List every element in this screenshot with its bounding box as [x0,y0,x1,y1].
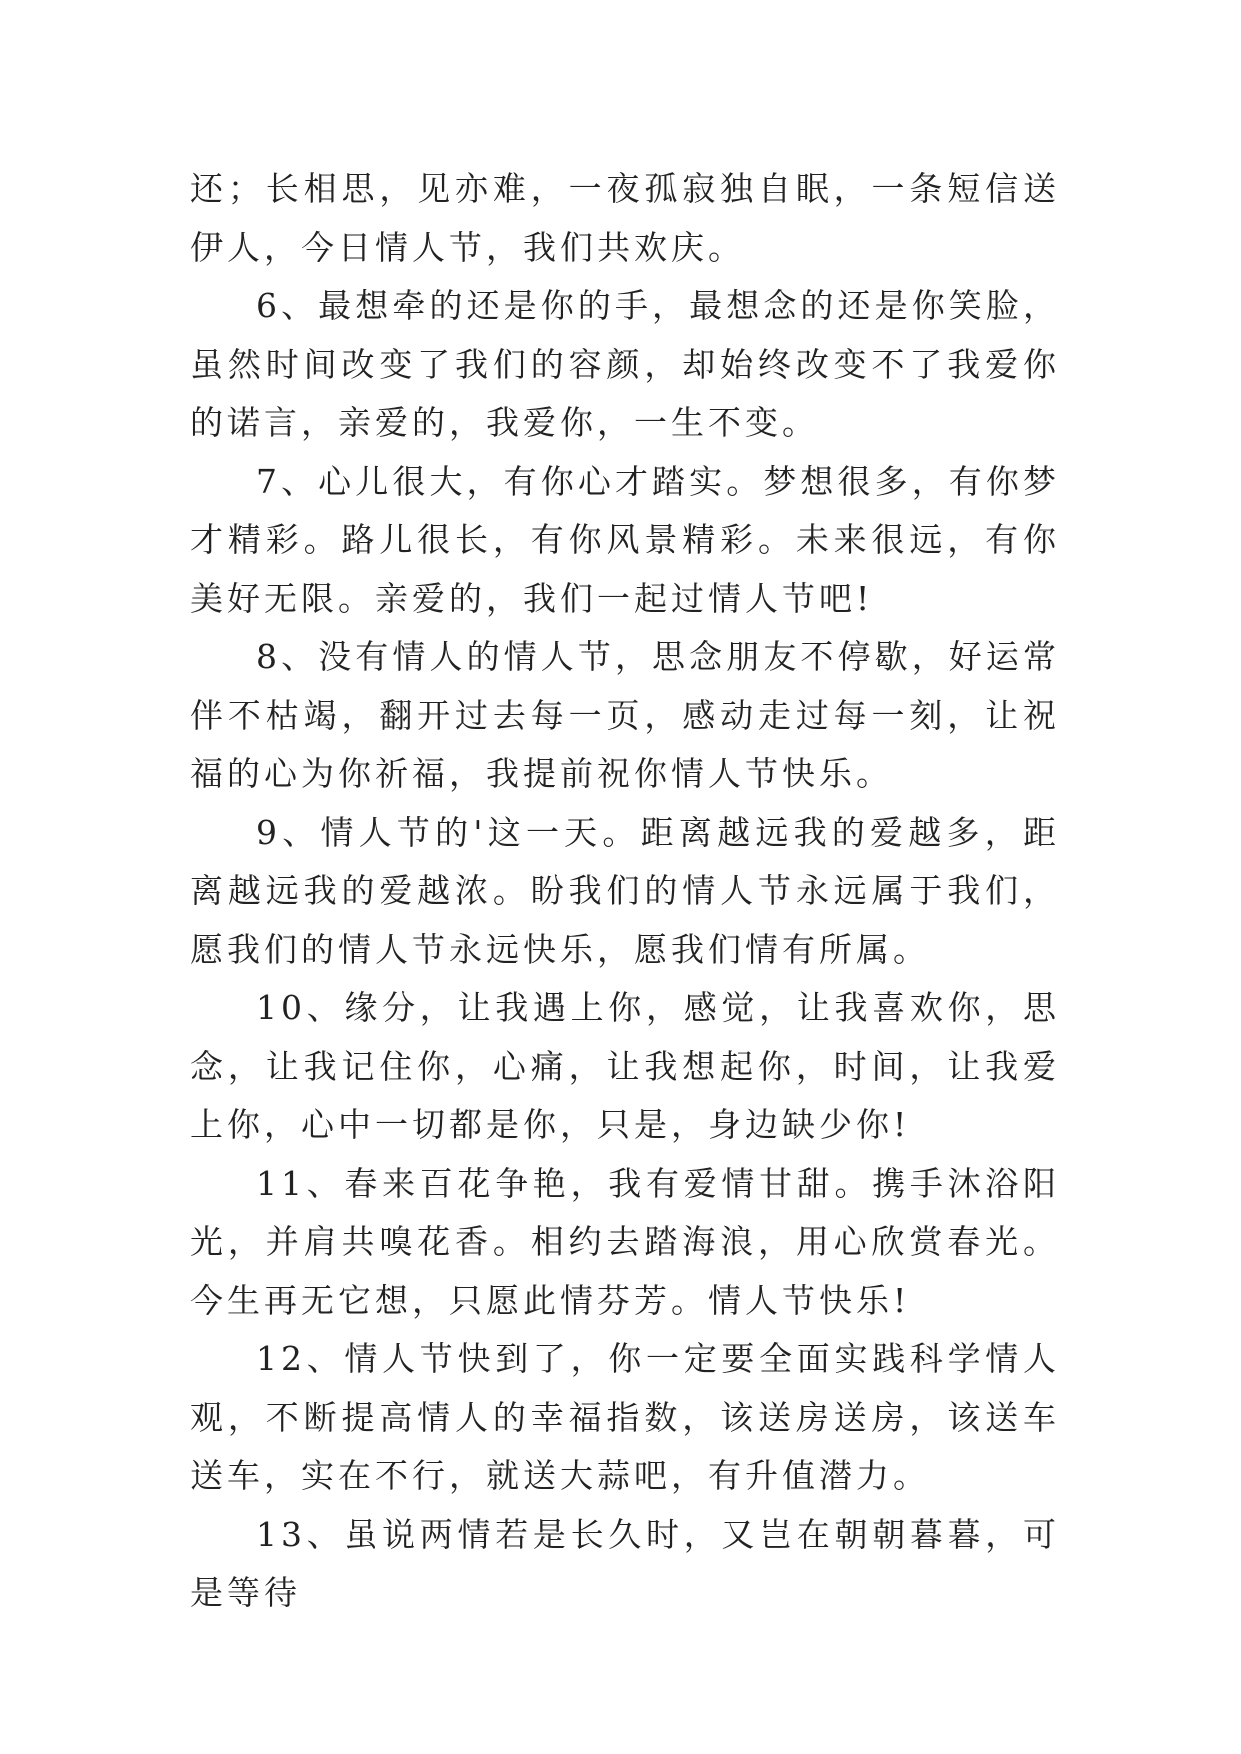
paragraph-9: 9、情人节的'这一天。距离越远我的爱越多，距离越远我的爱越浓。盼我们的情人节永远属于我们，愿我们的情人节永远快乐，愿我们情有所属。 [190,812,1060,969]
paragraph-11: 11、春来百花争艳，我有爱情甘甜。携手沐浴阳光，并肩共嗅花香。相约去踏海浪，用心欣赏春光。今生再无它想，只愿此情芬芳。情人节快乐! [190,1163,1060,1320]
paragraph-7: 7、心儿很大，有你心才踏实。梦想很多，有你梦才精彩。路儿很长，有你风景精彩。未来很远，有你美好无限。亲爱的，我们一起过情人节吧! [190,461,1060,618]
paragraph-6: 6、最想牵的还是你的手，最想念的还是你笑脸，虽然时间改变了我们的容颜，却始终改变不了我爱你的诺言，亲爱的，我爱你，一生不变。 [190,286,1060,442]
document-body [190,160,1060,1623]
paragraph-13: 13、虽说两情若是长久时，又岂在朝朝暮暮，可是等待 [190,1514,1060,1612]
paragraph-8: 8、没有情人的情人节，思念朋友不停歇，好运常伴不枯竭，翻开过去每一页，感动走过每一刻，让祝福的心为你祈福，我提前祝你情人节快乐。 [190,637,1060,793]
paragraph-continued: 还；长相思，见亦难，一夜孤寂独自眠，一条短信送伊人，今日情人节，我们共欢庆。 [190,169,1060,267]
paragraph-10: 10、缘分，让我遇上你，感觉，让我喜欢你，思念，让我记住你，心痛，让我想起你，时间，让我爱上你，心中一切都是你，只是，身边缺少你! [190,988,1060,1144]
paragraph-12: 12、情人节快到了，你一定要全面实践科学情人观，不断提高情人的幸福指数，该送房送房，该送车送车，实在不行，就送大蒜吧，有升值潜力。 [190,1339,1060,1495]
